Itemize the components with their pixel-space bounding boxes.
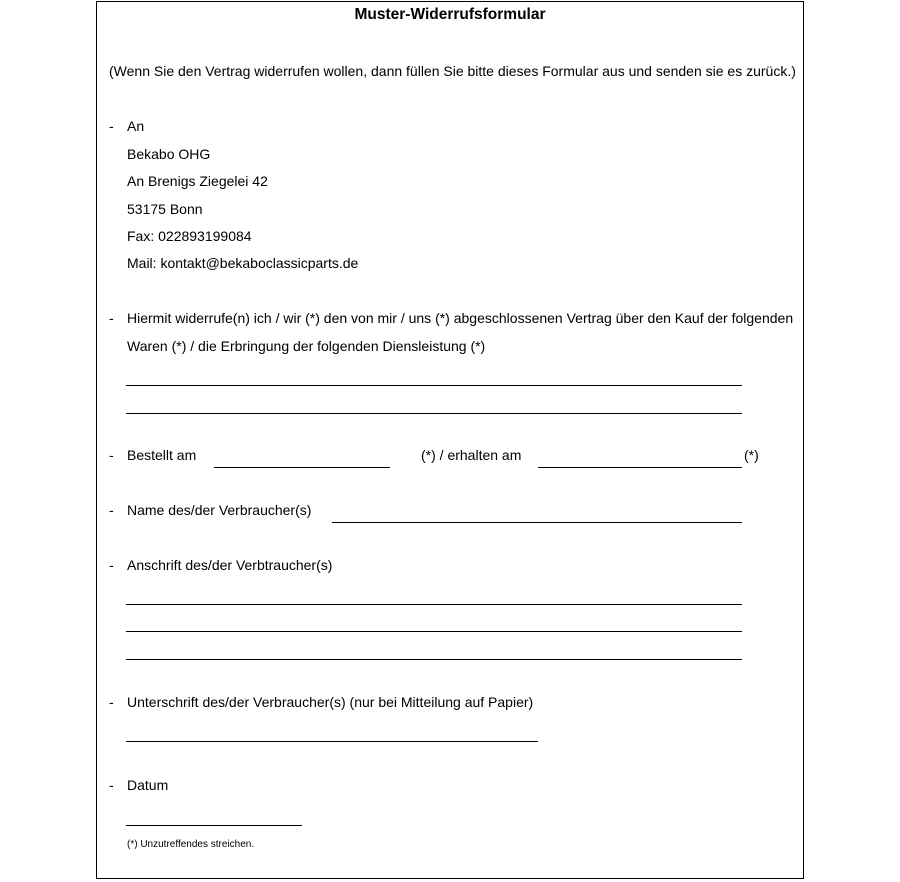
received-date-line[interactable] [538,467,742,468]
recipient-city: 53175 Bonn [127,201,203,217]
received-suffix: (*) [744,447,759,463]
address-line-1[interactable] [126,604,742,605]
intro-text: (Wenn Sie den Vertrag widerrufen wollen, dann füllen Sie bitte dieses Formular aus und senden sie es zurück.) [109,63,796,79]
name-label: Name des/der Verbraucher(s) [127,502,312,518]
bullet-name: - [109,502,114,518]
recipient-fax: Fax: 022893199084 [127,228,252,244]
name-line[interactable] [332,522,742,523]
signature-line[interactable] [126,741,538,742]
date-label: Datum [127,777,169,793]
bullet-statement: - [109,310,114,326]
footnote: (*) Unzutreffendes streichen. [127,839,255,850]
goods-line-1[interactable] [126,385,742,386]
bullet-signature: - [109,694,114,710]
recipient-label: An [127,118,145,134]
goods-line-2[interactable] [126,413,742,414]
statement-line-1: Hiermit widerrufe(n) ich / wir (*) den von mir / uns (*) abgeschlossenen Vertrag über den Kauf der folgenden [127,310,794,326]
form-frame [96,1,804,879]
recipient-mail: Mail: kontakt@bekaboclassicparts.de [127,255,359,271]
recipient-company: Bekabo OHG [127,146,211,162]
bullet-ordered: - [109,447,114,463]
ordered-date-line[interactable] [214,467,390,468]
form-title: Muster-Widerrufsformular [354,6,546,23]
address-line-2[interactable] [126,631,742,632]
received-label: (*) / erhalten am [421,447,522,463]
bullet-date: - [109,777,114,793]
date-line[interactable] [126,825,302,826]
statement-line-2: Waren (*) / die Erbringung der folgenden Diensleistung (*) [127,338,486,354]
bullet-address: - [109,557,114,573]
recipient-street: An Brenigs Ziegelei 42 [127,173,268,189]
signature-label: Unterschrift des/der Verbraucher(s) (nur bei Mitteilung auf Papier) [127,694,534,710]
ordered-label: Bestellt am [127,447,197,463]
address-label: Anschrift des/der Verbtraucher(s) [127,557,333,573]
address-line-3[interactable] [126,659,742,660]
bullet-recipient: - [109,118,114,134]
